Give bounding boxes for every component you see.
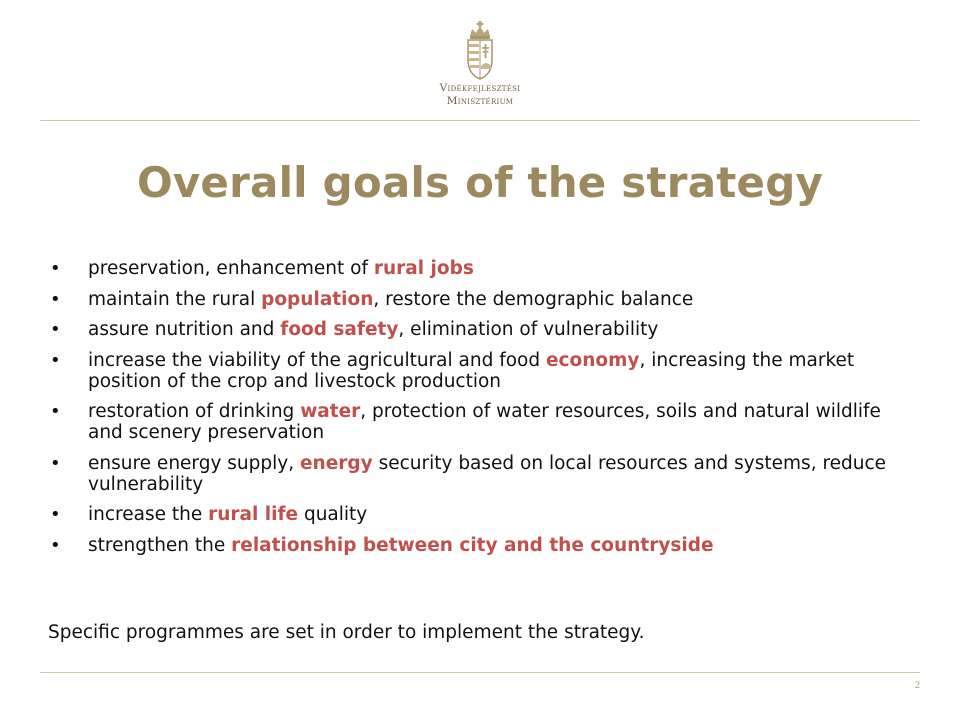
keyword: relationship between city and the countryside	[231, 534, 714, 556]
keyword: population	[261, 288, 374, 310]
keyword: economy	[545, 349, 640, 371]
list-item: • assure nutrition and food safety, elimination of vulnerability	[48, 319, 908, 340]
keyword: rural jobs	[373, 258, 474, 279]
list-item: • increase the viability of the agricultural and food economy, increasing the market position of the crop and livestock production	[48, 350, 908, 392]
goals-list	[48, 258, 908, 565]
footer-divider	[40, 672, 920, 673]
keyword: energy	[299, 452, 373, 474]
keyword: water	[300, 401, 361, 422]
keyword: food safety	[280, 319, 399, 340]
list-item: • increase the rural life quality	[48, 504, 908, 525]
list-item: • strengthen the relationship between city and the countryside	[48, 535, 908, 556]
logo-line-2: Minisztérium	[446, 95, 514, 107]
list-item: • preservation, enhancement of rural jobs	[48, 258, 908, 279]
coat-of-arms-icon	[451, 20, 509, 82]
logo-line-1: Vidékfejlesztési	[439, 82, 521, 94]
list-item: • maintain the rural population, restore the demographic balance	[48, 289, 908, 310]
header-divider	[40, 120, 920, 121]
list-item: • ensure energy supply, energy security based on local resources and systems, reduce vulnerability	[48, 453, 908, 495]
closing-statement: Specific programmes are set in order to implement the strategy.	[48, 622, 645, 643]
slide-title: Overall goals of the strategy	[136, 158, 824, 207]
keyword: rural life	[208, 504, 299, 525]
header	[0, 0, 960, 120]
ministry-logo-text	[380, 82, 580, 108]
page-number: 2	[915, 680, 920, 691]
list-item: • restoration of drinking water, protection of water resources, soils and natural wildlife and scenery preservation	[48, 401, 908, 443]
